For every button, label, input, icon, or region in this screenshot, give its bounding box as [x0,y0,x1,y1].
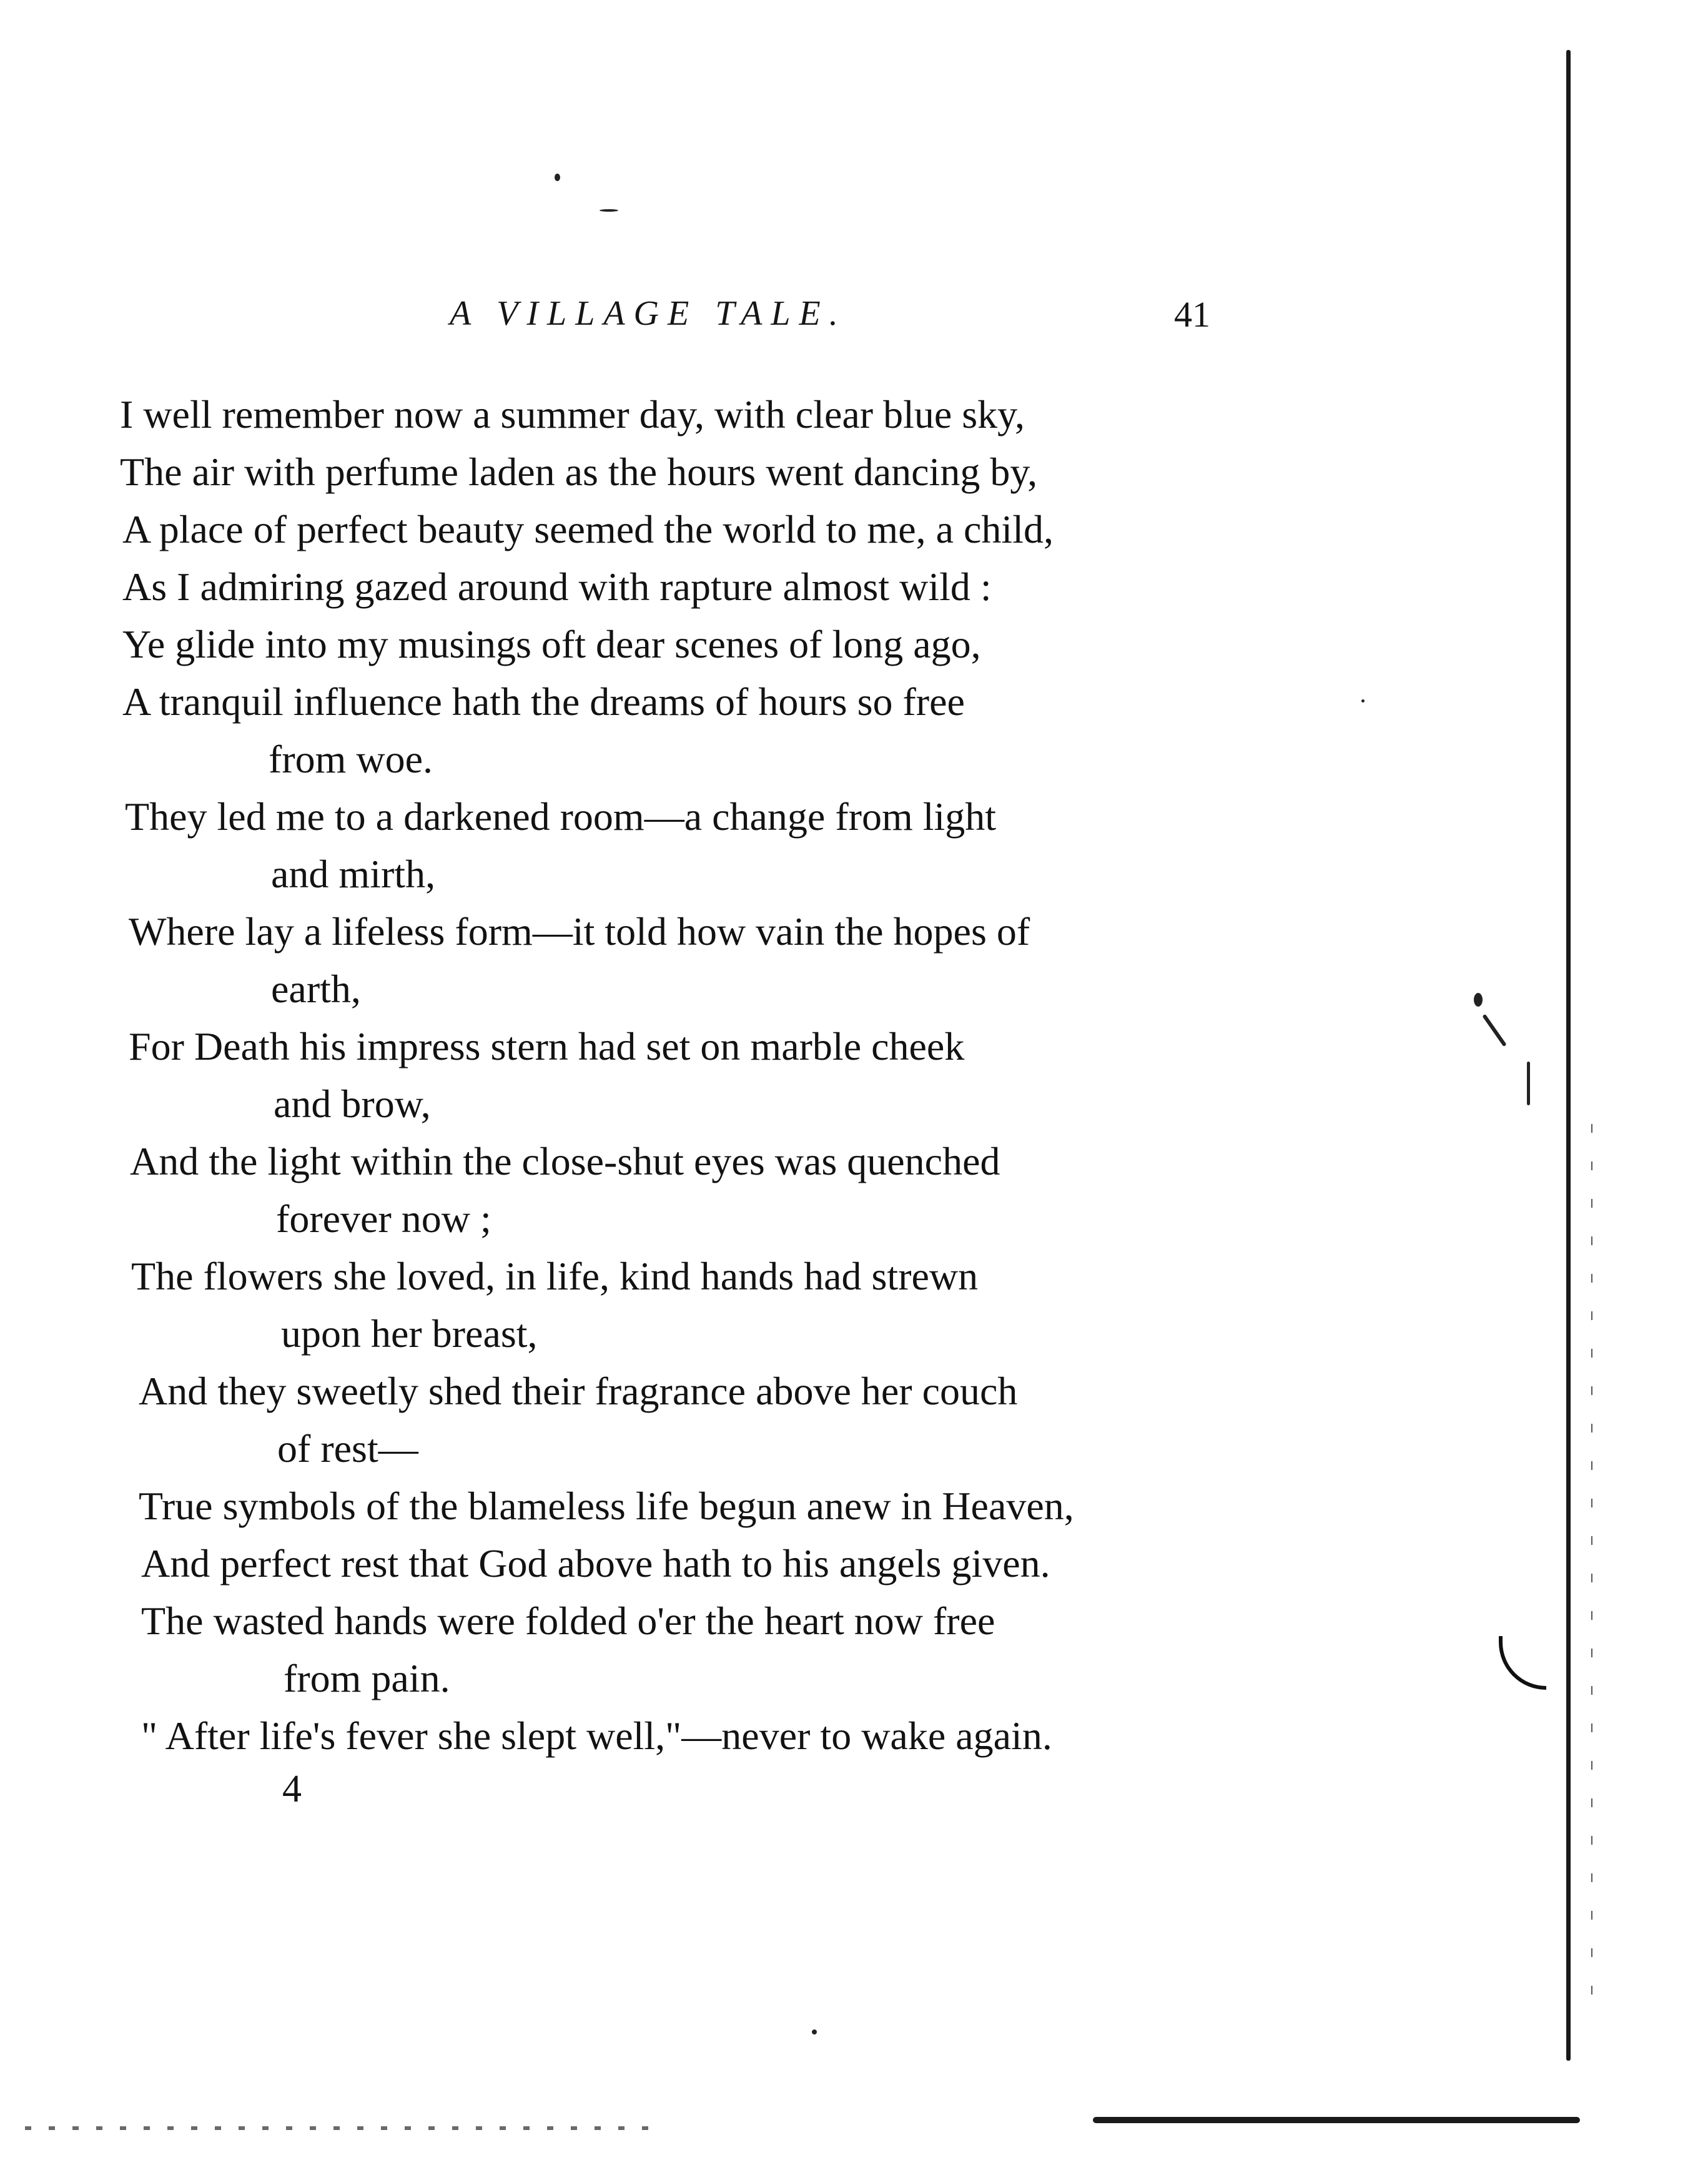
stray-mark [812,2029,817,2034]
verse-line: and mirth, [271,852,436,896]
bottom-edge-specks [25,2126,649,2130]
verse-line: forever now ; [276,1196,491,1241]
stray-mark [555,174,560,181]
bottom-edge-smudge [1093,2117,1580,2123]
verse-line: For Death his impress stern had set on marble cheek [129,1024,965,1068]
stray-curve-mark [1499,1636,1546,1690]
verse-line: upon her breast, [281,1311,538,1356]
verse-line: And they sweetly shed their fragrance above her couch [139,1369,1018,1413]
verse-line: " After life's fever she slept well,"—never to wake again. [141,1714,1052,1758]
verse-line: A tranquil influence hath the dreams of hours so free [122,679,965,724]
verse-line: Ye glide into my musings oft dear scenes of long ago, [122,622,981,666]
verse-line: As I admiring gazed around with rapture almost wild : [122,565,992,609]
verse-line: A place of perfect beauty seemed the world to me, a child, [122,507,1054,551]
verse-line: And perfect rest that God above hath to his angels given. [141,1541,1050,1585]
stray-mark [1361,699,1365,703]
verse-line: from pain. [284,1656,450,1700]
verse-line: Where lay a lifeless form—it told how vain the hopes of [129,909,1030,954]
stray-mark [1527,1062,1530,1105]
verse-line: from woe. [269,737,433,781]
verse-line: And the light within the close-shut eyes was quenched [130,1139,1000,1183]
signature-mark: 4 [282,1768,302,1810]
verse-line: The wasted hands were folded o'er the heart now free [141,1599,995,1643]
verse-line: earth, [271,967,361,1011]
verse-line: True symbols of the blameless life begun anew in Heaven, [139,1484,1074,1528]
page-number: 41 [1174,294,1210,335]
verse-line: and brow, [274,1082,431,1126]
verse-line: They led me to a darkened room—a change from light [125,794,997,839]
page-edge-dashes [1591,1124,1592,1998]
verse-line: I well remember now a summer day, with clear blue sky, [120,392,1025,436]
stray-mark [1474,993,1483,1007]
stray-mark [1482,1014,1506,1047]
verse-line: The air with perfume laden as the hours went dancing by, [120,450,1038,494]
page-edge-shadow [1566,50,1571,2061]
verse-line: The flowers she loved, in life, kind hands had strewn [131,1254,979,1298]
running-head: A VILLAGE TALE. [450,294,847,333]
verse-line: of rest— [277,1426,418,1471]
stray-mark [600,209,618,212]
